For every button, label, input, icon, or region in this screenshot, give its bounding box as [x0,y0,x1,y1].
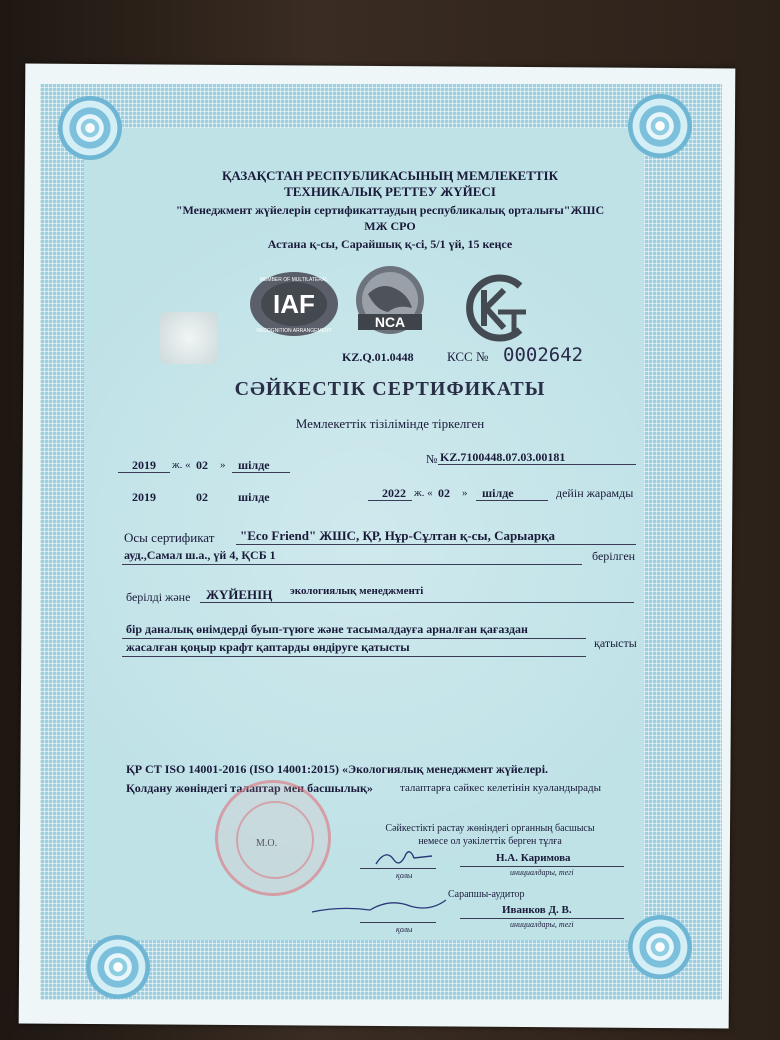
header-line-2: ТЕХНИКАЛЫҚ РЕТТЕУ ЖҮЙЕСІ [284,184,496,199]
kz-registration-code: KZ.Q.01.0448 [342,350,414,364]
system-label: берілді және [126,590,191,604]
iaf-text: IAF [273,289,315,319]
reg-month: шілде [238,458,270,472]
corner-rosette-icon [58,96,122,160]
header-line-4: МЖ СРО [364,219,416,233]
issue-day: 02 [196,490,208,504]
head-title-line-2: немесе ол уәкілеттік берген тұлға [418,836,562,847]
valid-until-label: дейін жарамды [556,486,634,500]
standard-line-1: ҚР СТ ISO 14001-2016 (ISO 14001:2015) «Экологиялық менеджмент жүйелері. [126,762,549,776]
holder-line-1: "Eco Friend" ЖШС, ҚР, Нұр-Сұлтан қ-сы, Сарыарқа [240,528,556,543]
certificate-number: KZ.7100448.07.03.00181 [440,450,566,464]
hologram-sticker [160,312,218,364]
signature-caption: қолы [396,871,413,880]
head-title-line-1: Сәйкестікті растау жөніндегі органның басшысы [385,823,595,834]
underline [200,602,634,603]
underline [118,472,170,473]
year-suffix: ж. « [172,459,191,471]
header-line-5: Астана қ-сы, Сарайшық қ-сі, 5/1 үй, 15 кеңсе [267,237,513,251]
nca-logo [350,264,430,349]
head-name: Н.А. Каримова [496,852,571,864]
issued-to-label: Осы сертификат [124,530,215,545]
standard-line-2-rest: талаптарға сәйкес келетінін куәландырады [400,782,601,794]
initials-caption: инициалдары, тегі [510,920,574,929]
day-close: » [220,459,226,471]
corner-rosette-icon [86,935,150,999]
iaf-logo [248,270,340,343]
scope-line-1: бір даналық өнімдерді буып-түюге және тасымалдауға арналған қағаздан [126,622,528,636]
header-line-3: "Менеджмент жүйелерін сертификаттаудың республикалық орталығы"ЖШС [175,203,605,217]
kt-logo [458,272,534,349]
number-prefix: № [426,452,438,466]
valid-year: 2022 [382,486,406,500]
underline [232,472,290,473]
valid-month: шілде [482,486,514,500]
year-suffix: ж. « [414,487,433,499]
issue-year: 2019 [132,490,156,504]
kcc-number: 0002642 [503,344,584,366]
underline [122,638,586,639]
registry-subtitle: Мемлекеттік тізілімінде тіркелген [295,416,485,431]
underline [360,922,436,923]
issue-month: шілде [238,490,270,504]
scope-line-2: жасалған қоңыр крафт қаптарды өндіруге қатысты [126,640,410,654]
underline [122,564,582,565]
iaf-ring-bottom: RECOGNITION ARRANGEMENT [256,328,332,334]
stamp-label: М.О. [256,838,278,849]
scope-suffix: қатысты [594,636,637,650]
nca-text: NCA [374,314,406,330]
corner-rosette-icon [628,915,692,979]
underline [438,464,636,465]
reg-day: 02 [196,458,208,472]
iaf-ring-top: MEMBER OF MULTILATERAL [259,277,329,283]
issued-suffix: берілген [592,549,636,563]
signature-caption: қолы [396,925,413,934]
kcc-label: КСС № [447,349,489,364]
underline [236,544,636,545]
auditor-label: Сарапшы-аудитор [448,889,525,900]
underline [476,500,548,501]
reg-year: 2019 [132,458,156,472]
initials-caption: инициалдары, тегі [510,868,574,877]
underline [460,866,624,867]
auditor-name: Иванков Д. В. [502,904,572,916]
valid-day: 02 [438,486,450,500]
system-value: экологиялық менеджменті [290,585,424,597]
underline [460,918,624,919]
underline [360,868,436,869]
day-close: » [462,487,468,499]
header-line-1: ҚАЗАҚСТАН РЕСПУБЛИКАСЫНЫҢ МЕМЛЕКЕТТІК [221,168,559,183]
system-caps: ЖҮЙЕНІҢ [206,587,273,602]
corner-rosette-icon [628,94,692,158]
certificate-title: СӘЙКЕСТІК СЕРТИФИКАТЫ [234,378,546,400]
underline [122,656,586,657]
standard-line-2: Қолдану жөніндегі талаптар мен басшылық» [126,781,373,795]
holder-line-2: ауд.,Самал ш.а., үй 4, ҚСБ 1 [124,548,276,562]
underline [368,500,412,501]
auditor-signature [310,892,450,923]
